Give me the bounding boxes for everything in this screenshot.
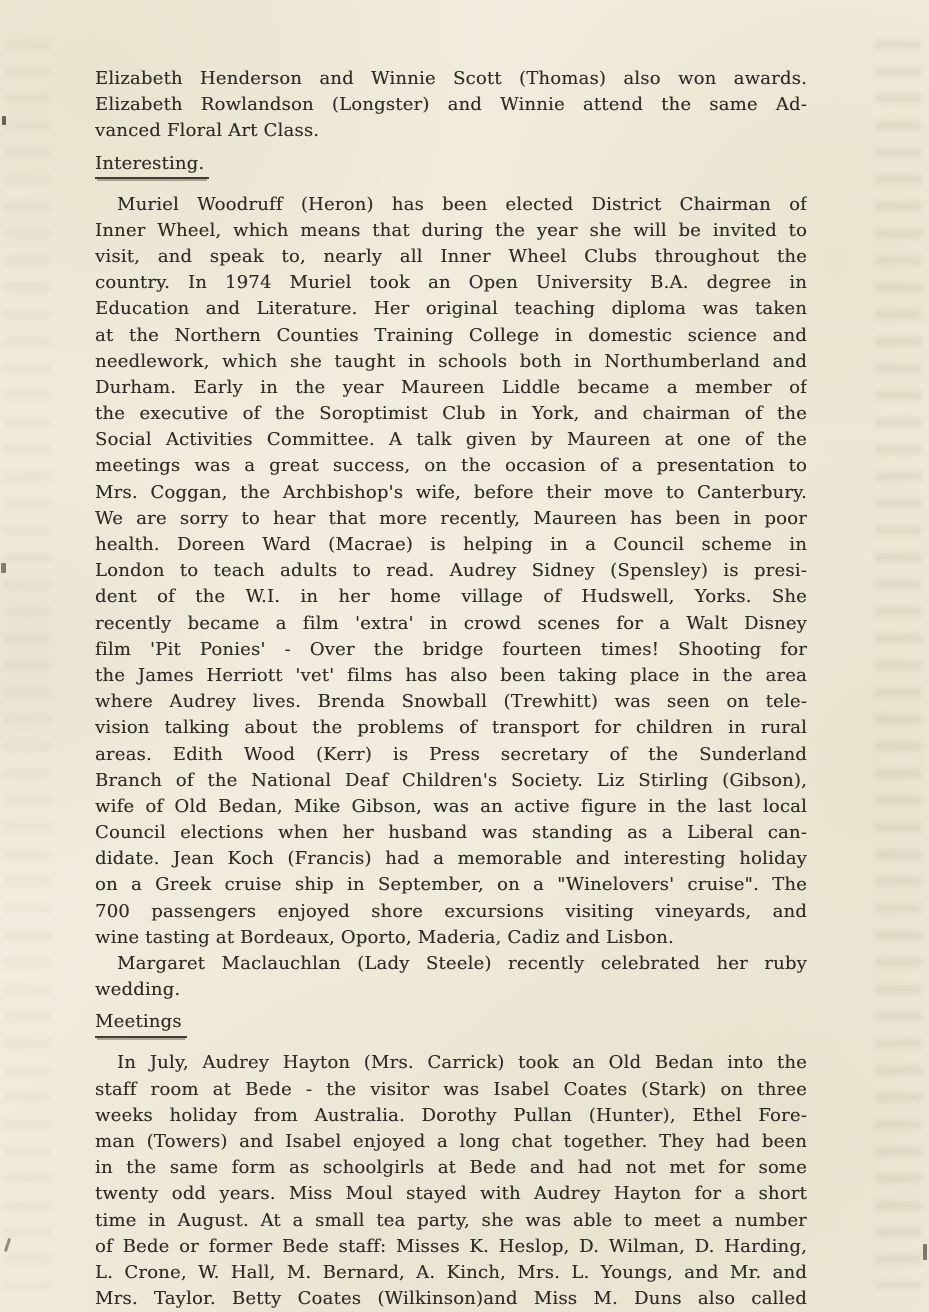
text-line: twenty odd years. Miss Moul stayed with Audrey Hayton for a short [95,1183,807,1205]
text-line: visit, and speak to, nearly all Inner Wheel Clubs throughout the [95,245,807,267]
document-text [95,66,807,1312]
text-line: wife of Old Bedan, Mike Gibson, was an active figure in the last local [95,795,807,817]
text-line: didate. Jean Koch (Francis) had a memorable and interesting holiday [95,848,807,870]
paragraph [95,66,807,145]
text-line: Branch of the National Deaf Children's Society. Liz Stirling (Gibson), [95,769,807,791]
text-line: 700 passengers enjoyed shore excursions visiting vineyards, and [95,900,807,922]
text-line: Margaret Maclauchlan (Lady Steele) recently celebrated her ruby [117,953,807,974]
text-line: meetings was a great success, on the occasion of a presentation to [95,455,807,477]
text-line: staff room at Bede - the visitor was Isabel Coates (Stark) on three [95,1078,807,1100]
bleed-through-ghost-right [875,40,921,1288]
scan-artifact [2,116,6,125]
text-line: Education and Literature. Her original teaching diploma was taken [95,298,807,320]
scan-artifact [1,563,6,573]
section-heading-text: Interesting. [95,151,209,179]
text-line: vision talking about the problems of transport for children in rural [95,717,807,739]
text-line: film 'Pit Ponies' - Over the bridge fourteen times! Shooting for [95,638,807,660]
section-heading [95,1009,807,1036]
text-line: recently became a film 'extra' in crowd scenes for a Walt Disney [95,612,807,634]
text-line: areas. Edith Wood (Kerr) is Press secretary of the Sunderland [95,743,807,765]
text-line: where Audrey lives. Brenda Snowball (Trewhitt) was seen on tele- [95,691,807,713]
text-line: London to teach adults to read. Audrey Sidney (Spensley) is presi- [95,560,807,582]
text-line: needlework, which she taught in schools both in Northumberland and [95,350,807,372]
text-line: country. In 1974 Muriel took an Open University B.A. degree in [95,272,807,294]
text-line: in the same form as schoolgirls at Bede and had not met for some [95,1157,807,1179]
text-line: on a Greek cruise ship in September, on a "Winelovers' cruise". The [95,874,807,896]
text-line: Elizabeth Rowlandson (Longster) and Winnie attend the same Ad- [95,94,807,116]
text-line: In July, Audrey Hayton (Mrs. Carrick) took an Old Bedan into the [117,1052,807,1074]
paragraph [95,1050,807,1312]
text-line: Social Activities Committee. A talk given by Maureen at one of the [95,429,807,451]
scan-artifact [4,1238,11,1252]
text-line: wine tasting at Bordeaux, Oporto, Maderia, Cadiz and Lisbon. [95,926,674,948]
text-line: the executive of the Soroptimist Club in York, and chairman of the [95,403,807,425]
text-line: L. Crone, W. Hall, M. Bernard, A. Kinch, Mrs. L. Youngs, and Mr. and [95,1261,807,1283]
text-line: dent of the W.I. in her home village of Hudswell, Yorks. She [95,586,807,608]
text-line: the James Herriott 'vet' films has also been taking place in the area [95,664,807,686]
paragraph [95,192,807,951]
scan-artifact [923,1244,927,1260]
text-line: weeks holiday from Australia. Dorothy Pullan (Hunter), Ethel Fore- [95,1104,807,1126]
text-line: Inner Wheel, which means that during the year she will be invited to [95,219,807,241]
text-line: health. Doreen Ward (Macrae) is helping in a Council scheme in [95,534,807,555]
text-line: We are sorry to hear that more recently, Maureen has been in poor [95,507,807,529]
text-line: vanced Floral Art Class. [95,120,320,142]
section-heading-text: Meetings [95,1009,187,1037]
section-heading [95,151,807,178]
text-line: time in August. At a small tea party, she was able to meet a number [95,1209,807,1231]
text-line: Muriel Woodruff (Heron) has been elected District Chairman of [117,193,807,215]
text-line: Mrs. Coggan, the Archbishop's wife, before their move to Canterbury. [95,481,807,503]
text-line: man (Towers) and Isabel enjoyed a long chat together. They had been [95,1130,807,1152]
text-line: Mrs. Taylor. Betty Coates (Wilkinson)and Miss M. Duns also called [95,1288,807,1310]
text-line: wedding. [95,979,181,1001]
text-line: Elizabeth Henderson and Winnie Scott (Thomas) also won awards. [95,68,807,89]
text-line: at the Northern Counties Training College in domestic science and [95,324,807,346]
text-line: Council elections when her husband was standing as a Liberal can- [95,822,807,844]
text-line: of Bede or former Bede staff: Misses K. Heslop, D. Wilman, D. Harding, [95,1235,807,1257]
text-line: Durham. Early in the year Maureen Liddle became a member of [95,376,807,398]
bleed-through-ghost-left [4,40,50,1288]
paragraph [95,951,807,1003]
